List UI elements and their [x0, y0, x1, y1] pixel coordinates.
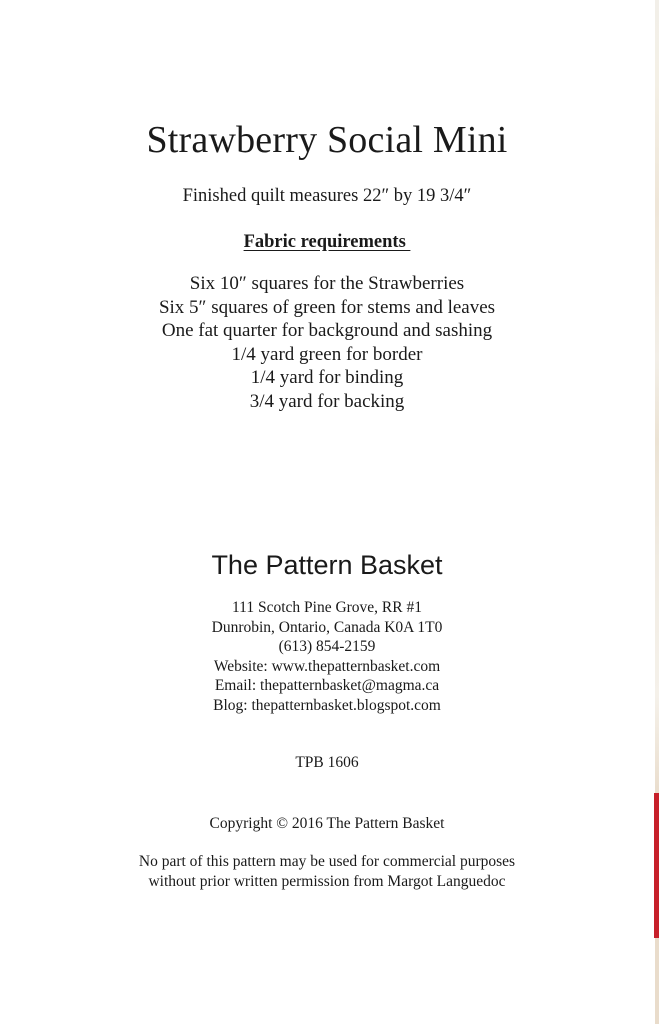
email-line: Email: thepatternbasket@magma.ca — [214, 677, 440, 695]
fabric-requirements-heading-text: Fabric requirements — [243, 232, 411, 252]
fabric-requirements-heading — [0, 230, 654, 254]
requirement-item: Six 5″ squares of green for stems and leaves — [158, 296, 496, 318]
blog-line: Blog: thepatternbasket.blogspot.com — [213, 696, 441, 714]
notice-line: No part of this pattern may be used for commercial purposes — [138, 853, 516, 870]
requirement-item: 1/4 yard for binding — [250, 367, 404, 389]
requirement-item: Six 10″ squares for the Strawberries — [189, 273, 465, 294]
company-name: The Pattern Basket — [211, 550, 443, 580]
address-city: Dunrobin, Ontario, Canada K0A 1T0 — [211, 618, 443, 636]
address-street: 111 Scotch Pine Grove, RR #1 — [231, 599, 422, 616]
requirement-item: 1/4 yard green for border — [231, 343, 423, 365]
finished-measurements: Finished quilt measures 22″ by 19 3/4″ — [182, 186, 472, 206]
requirement-item: One fat quarter for background and sashing — [161, 320, 493, 342]
copyright-line: Copyright © 2016 The Pattern Basket — [209, 815, 445, 832]
page-edge-accent — [654, 793, 659, 938]
company-contact-block — [0, 598, 654, 716]
phone-number: (613) 854-2159 — [278, 638, 376, 656]
notice-line: without prior written permission from Margot Languedoc — [148, 872, 506, 890]
usage-notice — [0, 852, 654, 891]
fabric-requirements-list — [0, 272, 654, 414]
requirement-item: 3/4 yard for backing — [249, 390, 405, 412]
page-title: Strawberry Social Mini — [146, 119, 508, 161]
pattern-code: TPB 1606 — [295, 754, 359, 771]
website-line: Website: www.thepatternbasket.com — [213, 657, 441, 675]
